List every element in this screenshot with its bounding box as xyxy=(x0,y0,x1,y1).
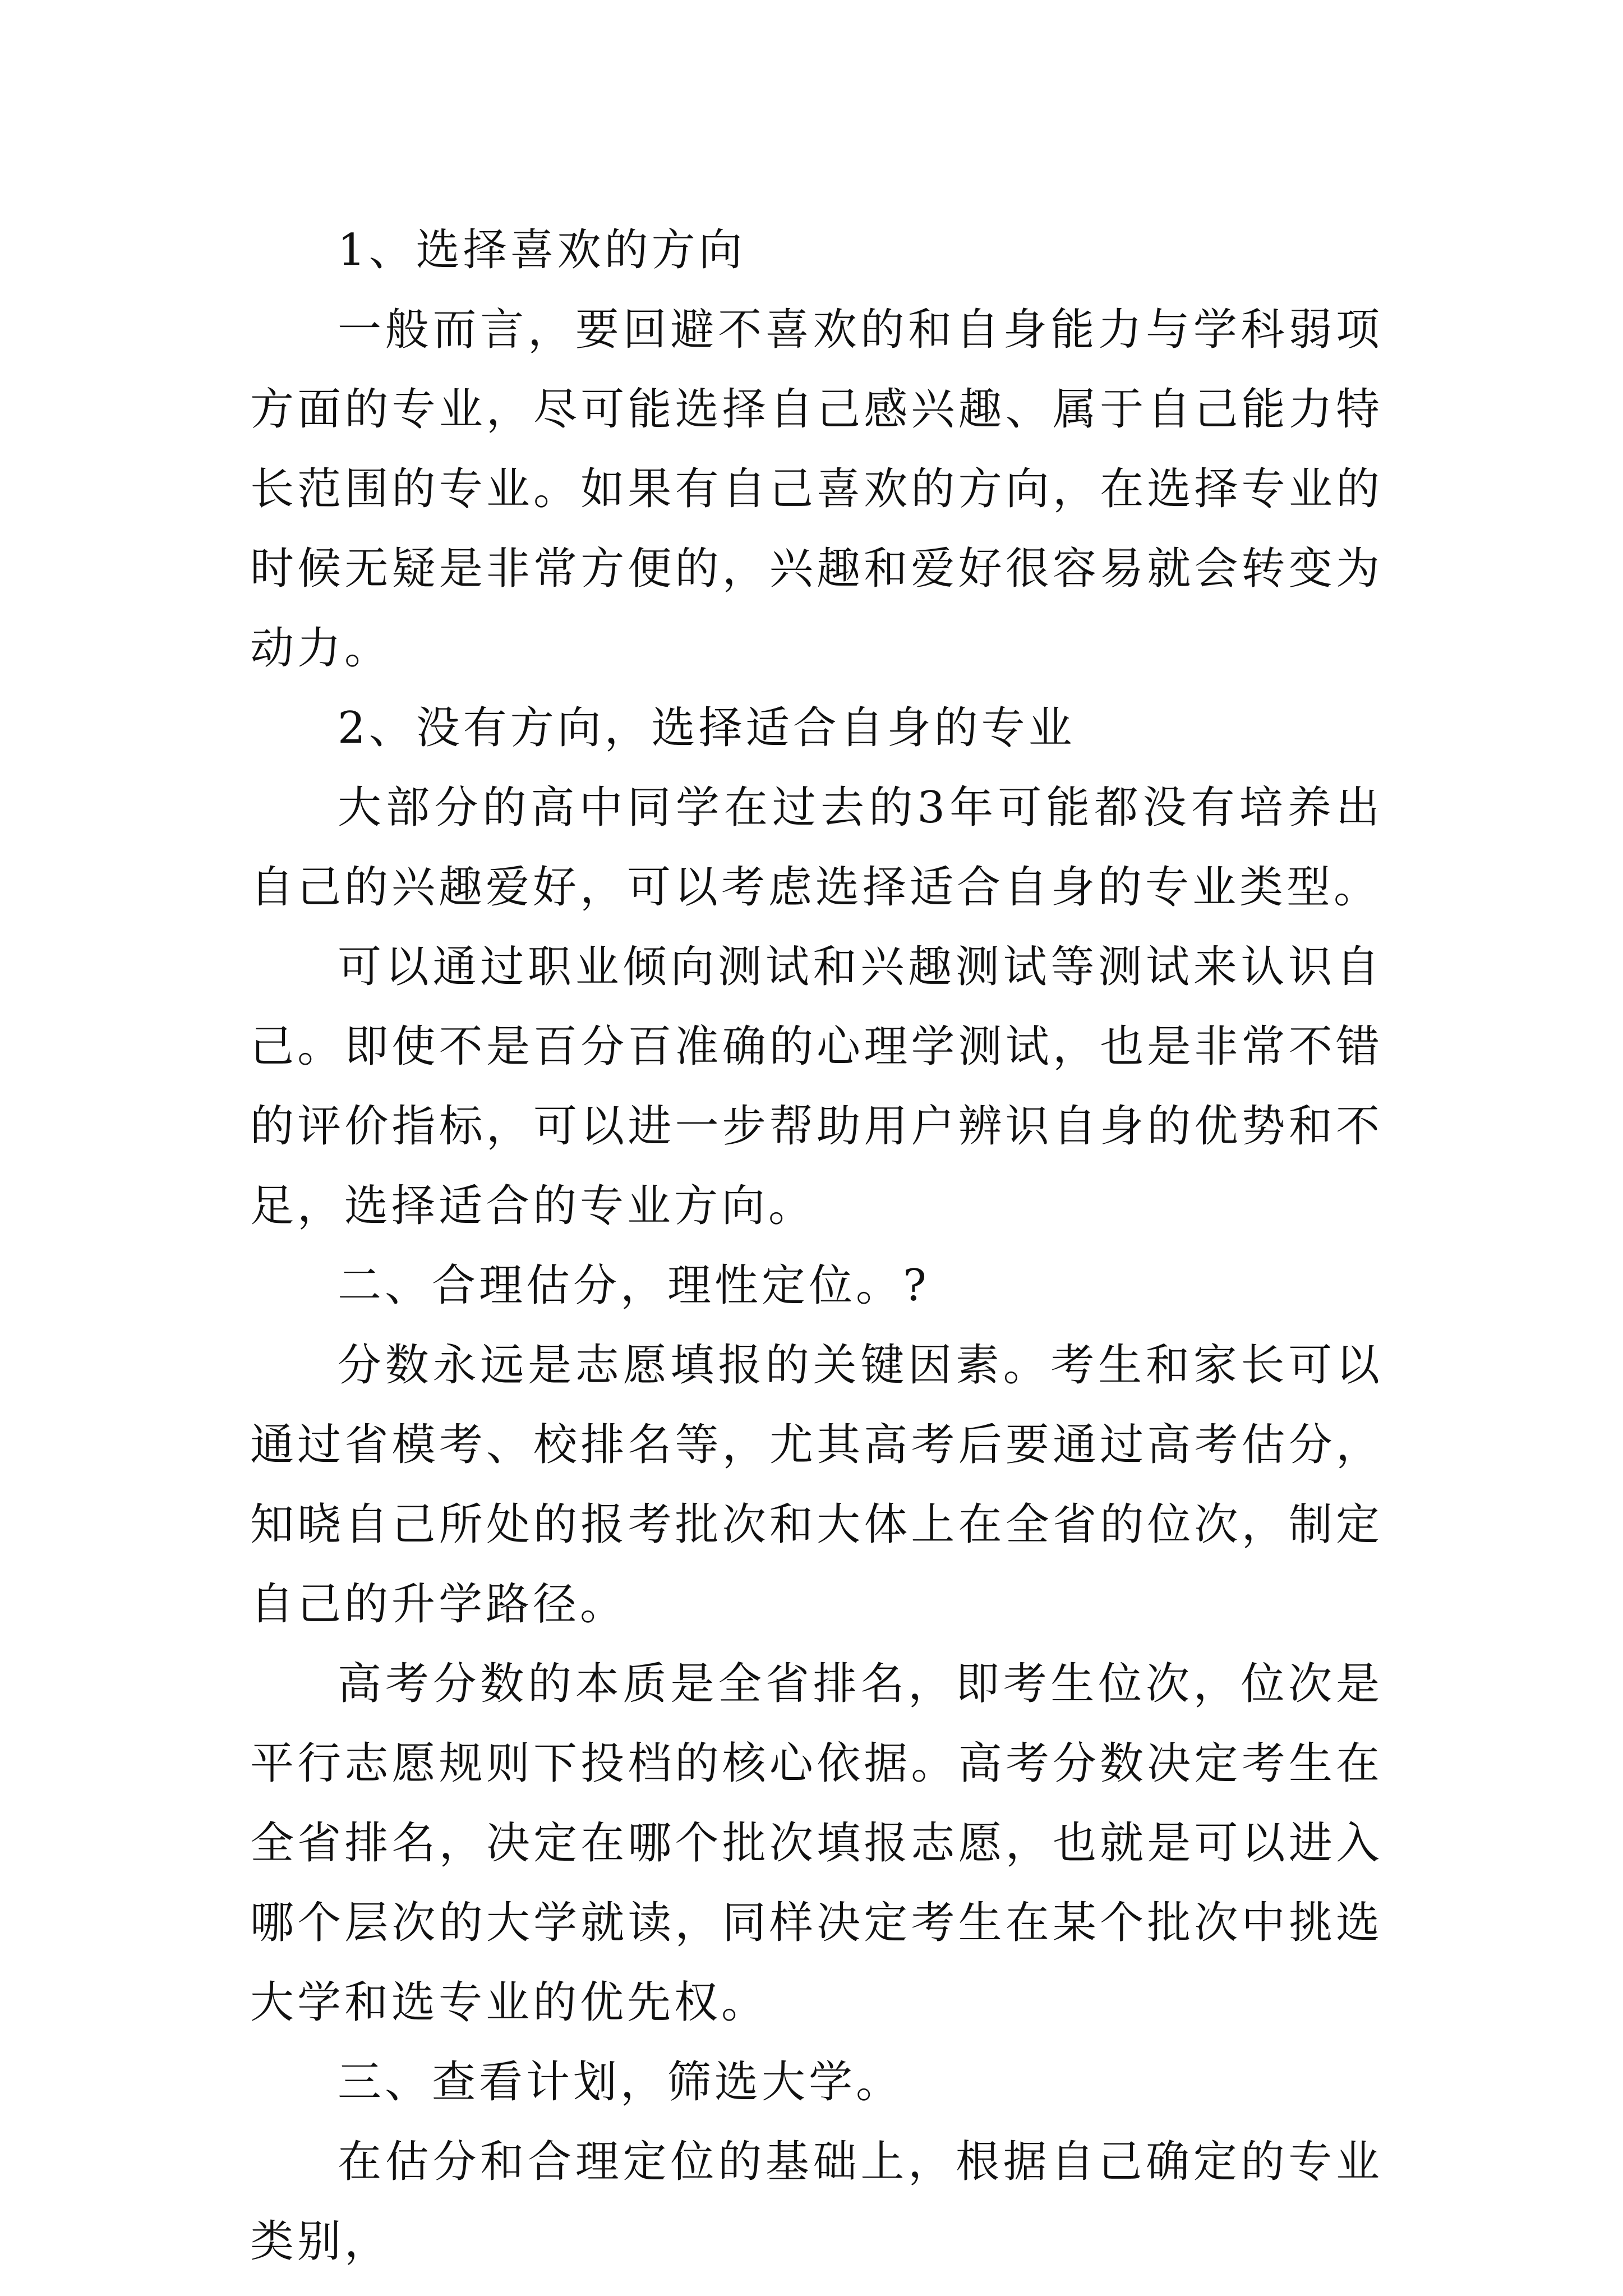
heading-choose-favorite-direction: 1、选择喜欢的方向 xyxy=(338,225,746,275)
paragraph-score-is-ranking: 高考分数的本质是全省排名，即考生位次，位次是平行志愿规则下投档的核心依据。高考分数决定考生在全省排名，决定在哪个批次填报志愿，也就是可以进入哪个层次的大学就读，同样决定考生在某个批次中挑选大学和选专业的优先权。 xyxy=(250,1659,1383,2028)
paragraph-avoid-weak-subjects: 一般而言，要回避不喜欢的和自身能力与学科弱项方面的专业，尽可能选择自己感兴趣、属于自己能力特长范围的专业。如果有自己喜欢的方向，在选择专业的时候无疑是非常方便的，兴趣和爱好很容易就会转变为动力。 xyxy=(250,305,1383,674)
heading-no-direction: 2、没有方向，选择适合自身的专业 xyxy=(338,703,1076,753)
heading-estimate-score: 二、合理估分，理性定位。? xyxy=(338,1260,930,1311)
paragraph-based-on-estimate: 在估分和合理定位的基础上，根据自己确定的专业类别， xyxy=(250,2137,1383,2267)
paragraph-score-key-factor: 分数永远是志愿填报的关键因素。考生和家长可以通过省模考、校排名等，尤其高考后要通过高考估分，知晓自己所处的报考批次和大体上在全省的位次，制定自己的升学路径。 xyxy=(250,1340,1383,1630)
paragraph-career-tests: 可以通过职业倾向测试和兴趣测试等测试来认识自己。即使不是百分百准确的心理学测试，也是非常不错的评价指标，可以进一步帮助用户辨识自身的优势和不足，选择适合的专业方向。 xyxy=(250,942,1383,1231)
document-body xyxy=(250,210,1383,2281)
paragraph-no-interests: 大部分的高中同学在过去的3年可能都没有培养出自己的兴趣爱好，可以考虑选择适合自身的专业类型。 xyxy=(250,783,1383,913)
heading-check-plan: 三、查看计划，筛选大学。 xyxy=(338,2057,903,2108)
